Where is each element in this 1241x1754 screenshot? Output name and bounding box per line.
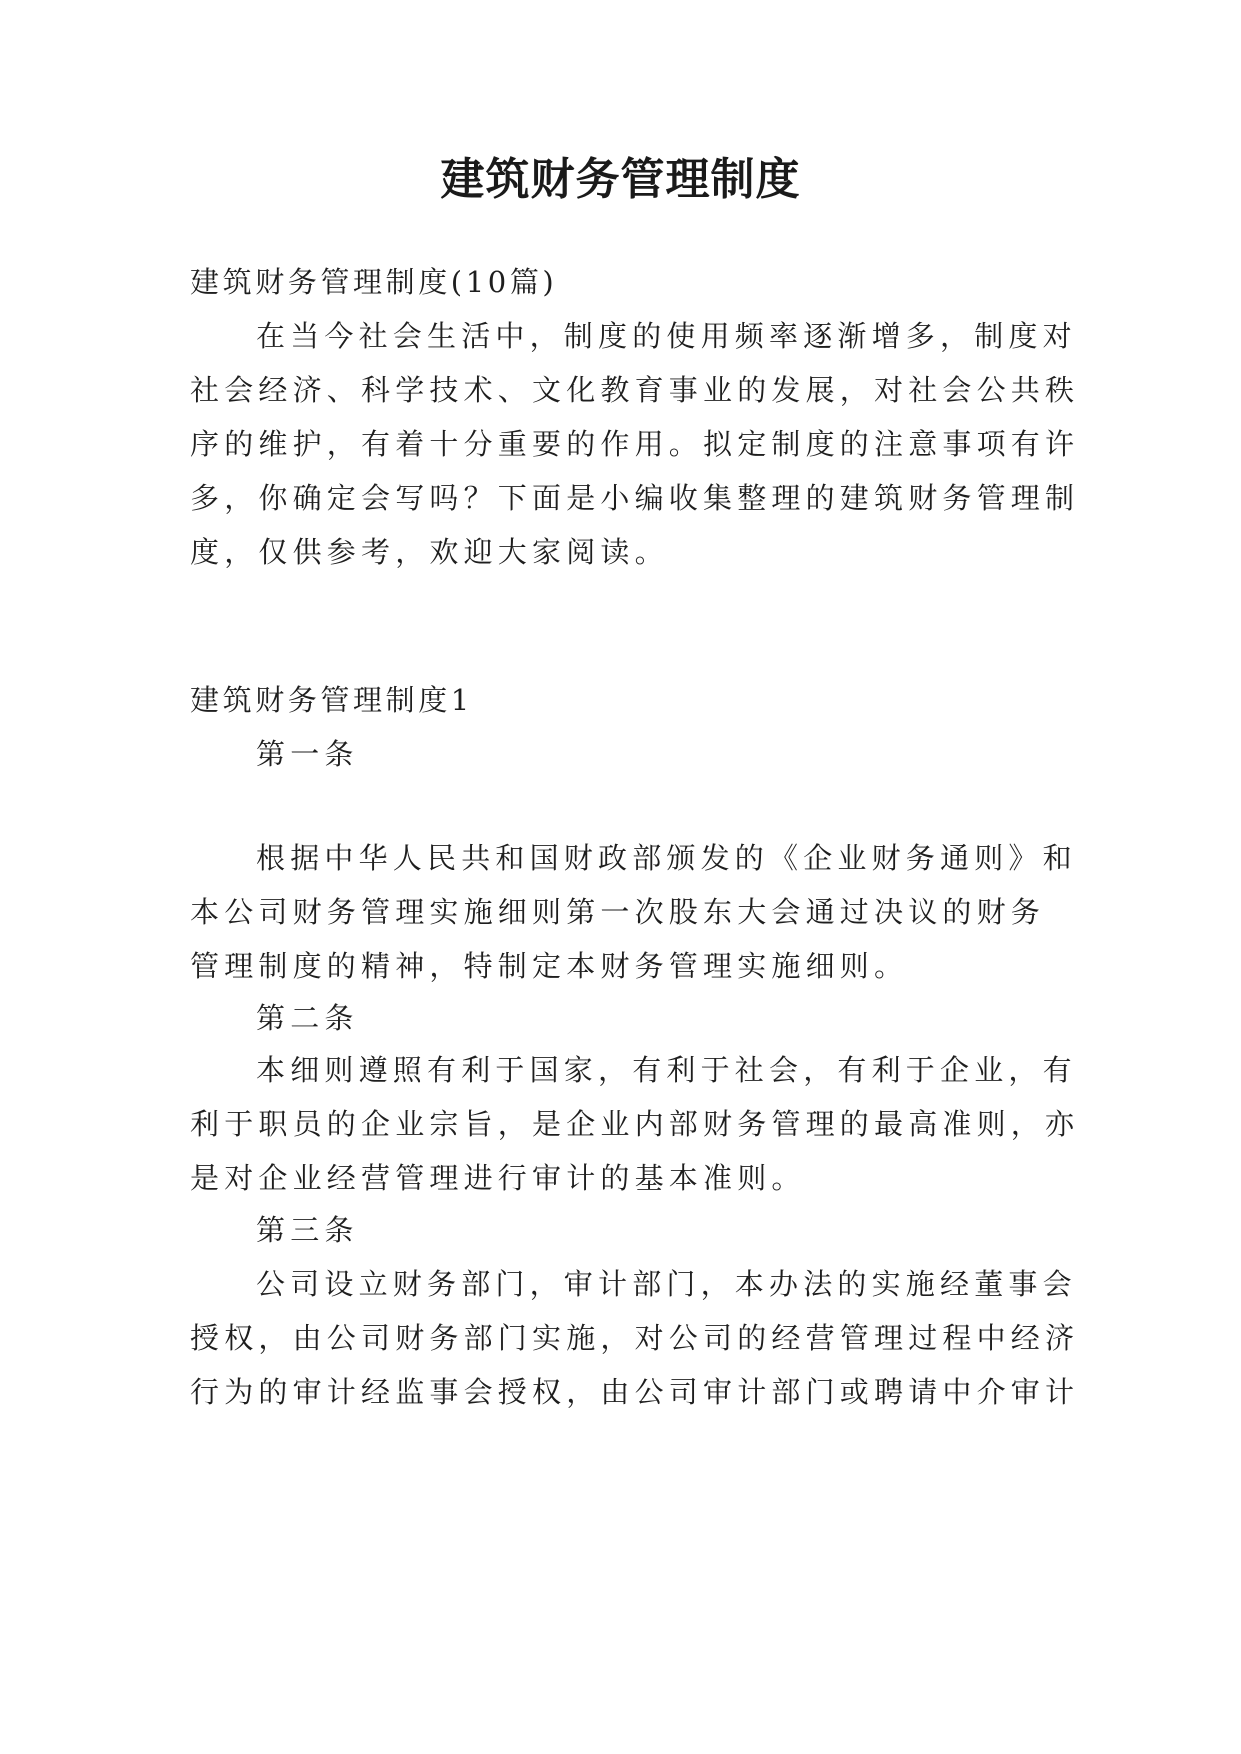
intro-line: 度，仅供参考，欢迎大家阅读。 [190,535,669,569]
intro-line: 在当今社会生活中，制度的使用频率逐渐增多，制度对 [256,319,1077,353]
intro-line: 多，你确定会写吗？下面是小编收集整理的建筑财务管理制 [190,481,1080,515]
article-line: 本细则遵照有利于国家，有利于社会，有利于企业，有 [256,1053,1077,1087]
article-line: 行为的审计经监事会授权，由公司审计部门或聘请中介审计 [190,1375,1080,1409]
intro-line: 社会经济、科学技术、文化教育事业的发展，对社会公共秩 [190,373,1080,407]
article-line: 利于职员的企业宗旨，是企业内部财务管理的最高准则，亦 [190,1107,1080,1141]
article-label: 第一条 [256,737,359,771]
article-label: 第二条 [256,1001,359,1035]
article-line: 管理制度的精神，特制定本财务管理实施细则。 [190,949,909,983]
article-label: 第三条 [256,1213,359,1247]
article-line: 是对企业经营管理进行审计的基本准则。 [190,1161,806,1195]
article-line: 根据中华人民共和国财政部颁发的《企业财务通则》和 [256,841,1077,875]
intro-line: 序的维护，有着十分重要的作用。拟定制度的注意事项有许 [190,427,1080,461]
article-line: 本公司财务管理实施细则第一次股东大会通过决议的财务 [190,895,1046,929]
article-line: 授权，由公司财务部门实施，对公司的经营管理过程中经济 [190,1321,1080,1355]
article-line: 公司设立财务部门，审计部门，本办法的实施经董事会 [256,1267,1077,1301]
document-subtitle: 建筑财务管理制度(10篇) [190,265,558,299]
section-heading: 建筑财务管理制度1 [190,683,473,717]
document-title: 建筑财务管理制度 [440,154,801,205]
